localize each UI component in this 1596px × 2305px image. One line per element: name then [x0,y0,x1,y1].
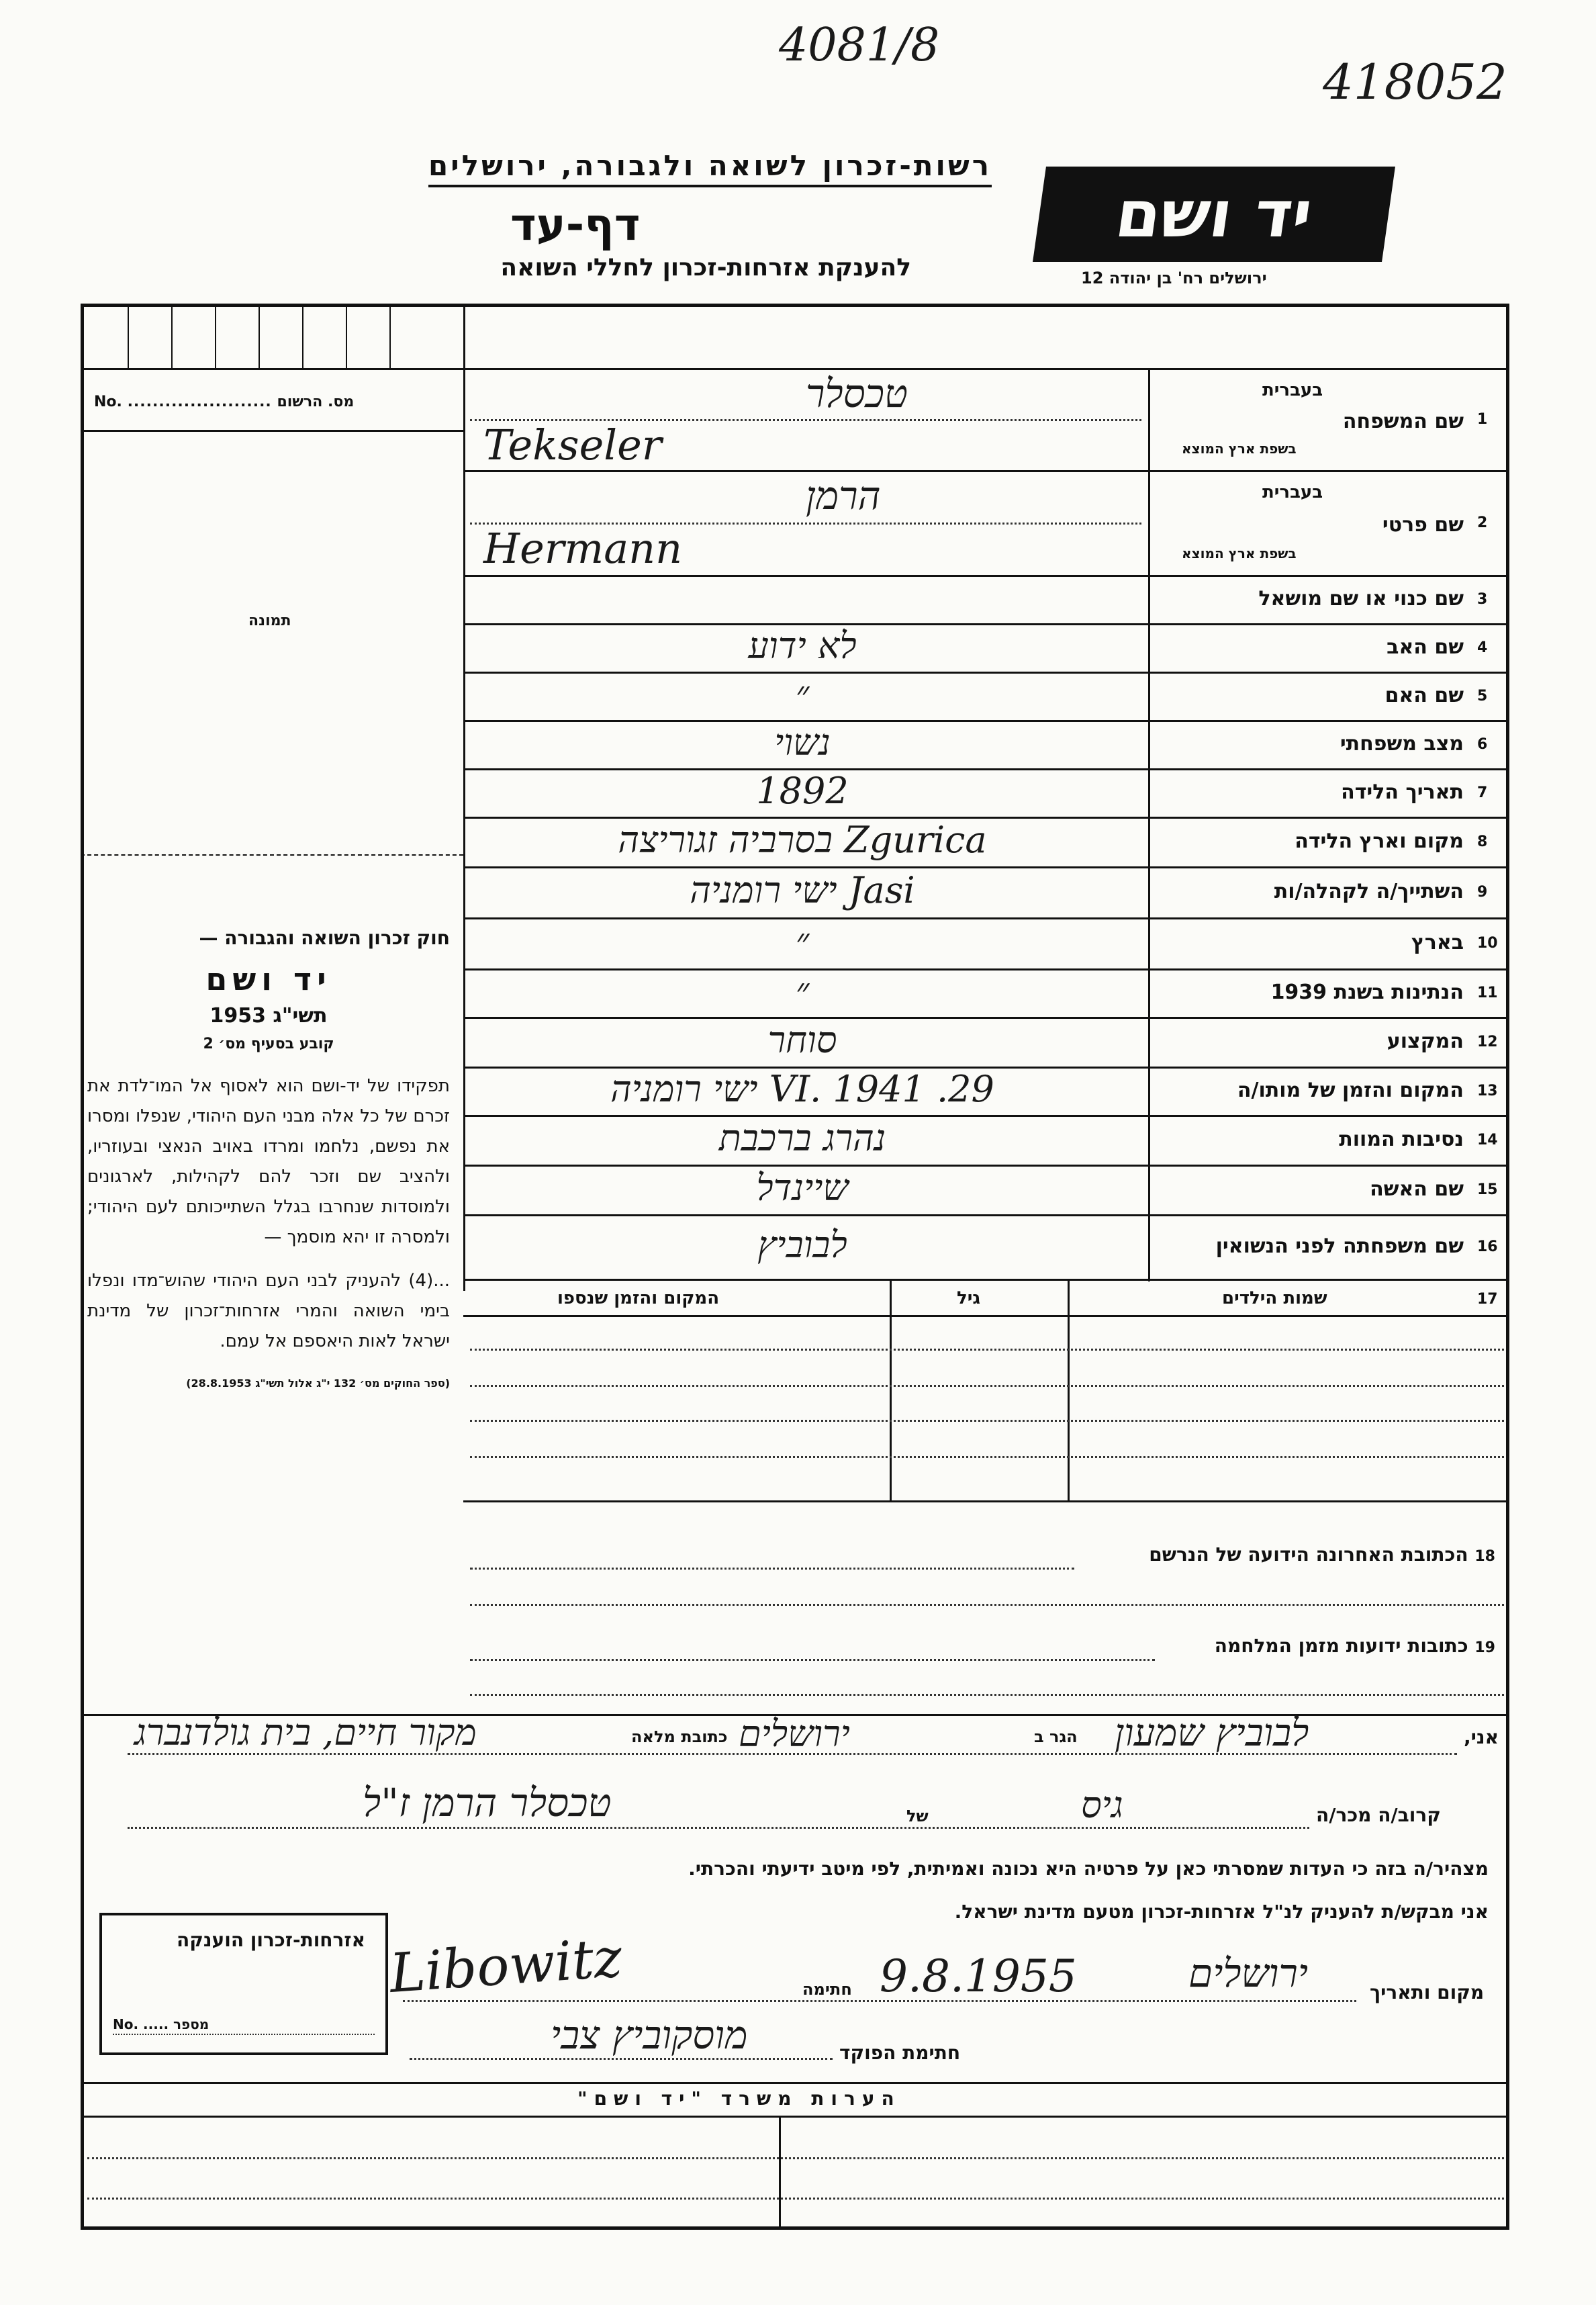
field-13-number: 13 [1477,1083,1498,1099]
photo-label: תמונה [248,613,291,629]
declarant-name: לבוביץ שמעון [1115,1711,1309,1755]
relative-label: קרוב/ה מכר/ה [1316,1804,1441,1826]
registration-no: No. ....................... מס. הרשום [94,394,355,410]
law-text-2: ...(4) להעניק לבני העם היהודי שהוש־מדו ונפלו בימי השואה והמרי אזרחות־זכרון של מדינת ישראל לאות היאספם אל עמם. [87,1271,450,1351]
field-9-label: השתייך/ה לקהלה/ות [1274,880,1464,903]
office-notes-header: הערות משרד "יד ושם" [577,2087,901,2110]
field-1-number: 1 [1477,411,1488,428]
field-13-value: 29. VI. 1941 ישי רומניה [610,1068,994,1110]
field-11-label: הנתינות בשנת 1939 [1270,981,1464,1004]
field-3-label: שם כנוי או שם מושאל [1258,587,1464,611]
field-6-label: מצב משפחתי [1340,732,1464,756]
field-2-origin-sublabel: בשפת ארץ המוצא [1182,545,1297,561]
of-label: של [906,1807,929,1825]
field-10-value: ״ [795,920,810,962]
field-5-value: ״ [795,673,810,715]
field-6-number: 6 [1477,736,1488,753]
field-18-number: 18 [1474,1548,1495,1565]
field-1-hebrew-sublabel: בעברית [1262,380,1323,400]
field-1-label: שם המשפחה [1342,410,1464,433]
law-source: (ספר החוקים מס׳ 132 י"ג אלול תשי"ג 28.8.1953) [186,1377,450,1390]
grant-box-title: אזרחות-זכרון הוענקה [177,1929,365,1951]
officer-label: חתימת הפוקד [839,2042,961,2064]
field-10-number: 10 [1477,935,1498,952]
yad-vashem-address: ירושלים רח' בן יהודה 12 [1081,269,1267,287]
form-title: דף-עד [510,199,641,251]
resides-label: הגר ב [1034,1727,1078,1746]
field-12-number: 12 [1477,1034,1498,1050]
field-14-number: 14 [1477,1132,1498,1148]
field-8-number: 8 [1477,833,1488,850]
registration-no-label: No. [94,394,122,410]
statement-request: אני מבקש/ת להעניק לנ"ל אזרחות-זכרון מטעם מדינת ישראל. [954,1901,1489,1923]
law-text-1: תפקידו של יד-ושם הוא לאסוף אל המו־לדת את זכרם של כל אלה מבני העם היהודי, שנפלו ומסרו את נפשם, נלחמו ומרדו באויב הנאצי ובעוזריו, ולהציב שם וזכר להם לקהילות, לארגונים ולמוסדות שנחרבו בגלל השתייכותם לעם היהודי; ולמסרה זו יהא מוסמך — [87,1076,450,1247]
field-10-label: בארץ [1411,931,1464,954]
field-16-number: 16 [1477,1238,1498,1255]
field-5-label: שם האם [1384,684,1464,707]
field-16-value: לבוביץ [757,1224,847,1266]
signature-label: חתימה [802,1980,852,1999]
children-col-names: שמות הילדים [1222,1288,1327,1308]
field-12-label: המקצוע [1387,1030,1464,1053]
law-clause: קובע בסעיף מס׳ 2 [203,1036,334,1052]
field-8-value: Zgurica בסרביה זגוריצה [618,819,987,861]
field-7-value: 1892 [756,770,849,812]
field-4-value: לא ידוע [748,625,857,667]
grant-box: אזרחות-זכרון הוענקה No. ..... מספר [99,1913,388,2055]
field-7-label: תאריך הלידה [1341,780,1464,804]
field-16-label: שם משפחתה לפני הנשואין [1215,1234,1464,1258]
law-name: יד ושם [205,961,332,997]
children-col-age: גיל [957,1288,981,1308]
declarant-signature: Libowitz [387,1926,624,2005]
children-field-number: 17 [1477,1291,1498,1308]
field-12-value: סוחר [767,1019,837,1061]
field-7-number: 7 [1477,784,1488,801]
grant-box-number-label: מספר [173,2016,209,2032]
yad-vashem-logo [1033,167,1395,262]
field-2-hebrew-sublabel: בעברית [1262,482,1323,502]
resides-value: ירושלים [739,1713,850,1755]
field-18-text: הכתובת האחרונה הידועה של הנרשם [1149,1543,1468,1566]
logo-text: יד ושם [1111,177,1317,252]
field-19-text: כתובות ידועות מזמן המלחמה [1214,1635,1468,1657]
field-8-label: מקום וארץ הלידה [1295,829,1464,853]
field-11-value: ״ [795,970,810,1012]
address-value: מקור חיים, בית גולדנברג [134,1711,477,1754]
law-excerpt [87,927,450,1390]
form-subtitle: להענקת אזרחות-זכרון לחללי השואה [500,254,911,281]
field-14-value: נהרג ברכבת [718,1117,886,1159]
field-15-label: שם האשה [1370,1177,1464,1201]
field-2-value-latin: Hermann [483,524,683,573]
grant-box-no: No. [113,2016,139,2032]
field-11-number: 11 [1477,985,1498,1001]
relative-value: גיס [1081,1784,1123,1826]
field-1-origin-sublabel: בשפת ארץ המוצא [1182,441,1297,457]
field-4-number: 4 [1477,639,1488,656]
archive-number-top: 4081/8 [779,19,940,72]
field-14-label: נסיבות המוות [1339,1128,1464,1151]
field-15-value: שיינדל [756,1167,849,1209]
place-date-label: מקום ותאריך [1370,1981,1485,2003]
field-13-label: המקום והזמן של מותו/ה [1237,1079,1464,1102]
field-18-label [1149,1543,1495,1566]
archive-number-right: 418052 [1323,54,1507,110]
statement-truth: מצהיר/ה בזה כי העדות שמסרתי כאן על פרטיה היא נכונה ואמיתית, לפי מיטב ידיעתי והכרתי. [688,1858,1489,1880]
field-1-value-latin: Tekseler [483,420,662,469]
field-1-value-hebrew: טכסלר [806,371,908,416]
field-9-number: 9 [1477,884,1488,901]
field-2-label: שם פרטי [1382,513,1464,537]
field-15-number: 15 [1477,1181,1498,1198]
field-5-number: 5 [1477,688,1488,705]
declaration-i-label: אני, [1464,1726,1499,1748]
field-9-value: Jasi ישי רומניה [690,869,915,911]
place-value: ירושלים [1188,1950,1309,1996]
field-4-label: שם האב [1387,635,1464,659]
law-heading: חוק זכרון השואה והגבורה — [199,927,450,949]
law-year: תשי"ג 1953 [209,1004,328,1028]
children-col-place: המקום והזמן שנספו [557,1288,720,1308]
field-19-label [1215,1635,1495,1657]
field-3-number: 3 [1477,591,1488,608]
officer-signature: מוסקוביץ צבי [551,2012,748,2058]
authority-name: רשות-זכרון לשואה ולגבורה, ירושלים [428,149,992,187]
deceased-name: טכסלר הרמן ז"ל [363,1780,612,1825]
registration-label: מס. הרשום [277,394,355,410]
field-2-value-hebrew: הרמן [806,473,881,518]
date-value: 9.8.1955 [880,1950,1077,2002]
field-2-number: 2 [1477,514,1488,531]
address-label: כתובת מלאה [631,1727,728,1746]
field-19-number: 19 [1474,1639,1495,1656]
field-6-value: נשוי [774,721,831,764]
